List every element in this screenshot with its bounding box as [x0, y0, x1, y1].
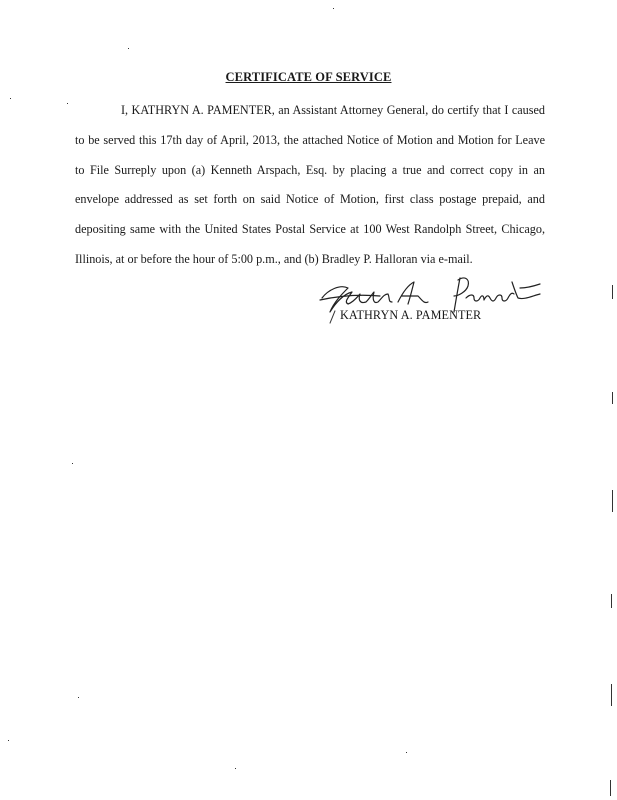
signer-name: KATHRYN A. PAMENTER: [340, 308, 482, 322]
margin-mark: [612, 490, 613, 512]
scan-speck: [128, 48, 129, 49]
scan-speck: [78, 697, 79, 698]
scan-speck: [67, 103, 68, 104]
signature-block: [318, 272, 548, 332]
certificate-body: I, KATHRYN A. PAMENTER, an Assistant Attorney General, do certify that I caused to be served this 17th day of April, 2013, the attached Notice of Motion and Motion for Leave to File Surreply upon (a) Kenneth Arspach, Esq. by placing a true and correct copy in an envelope addressed as set forth on said Notice of Motion, first class postage prepaid, and depositing same with the United States Postal Service at 100 West Randolph Street, Chicago, Illinois, at or before the hour of 5:00 p.m., and (b) Bradley P. Halloran via e-mail.: [75, 103, 545, 266]
margin-mark: [611, 684, 612, 706]
scan-speck: [235, 768, 236, 769]
scan-speck: [406, 752, 407, 753]
margin-mark: [610, 780, 611, 796]
scan-speck: [333, 8, 334, 9]
margin-mark: [612, 285, 613, 299]
margin-mark: [611, 594, 612, 608]
scan-speck: [8, 740, 9, 741]
scan-speck: [10, 98, 11, 99]
document-title: CERTIFICATE OF SERVICE: [225, 70, 392, 84]
scan-speck: [72, 463, 73, 464]
margin-mark: [612, 392, 613, 404]
